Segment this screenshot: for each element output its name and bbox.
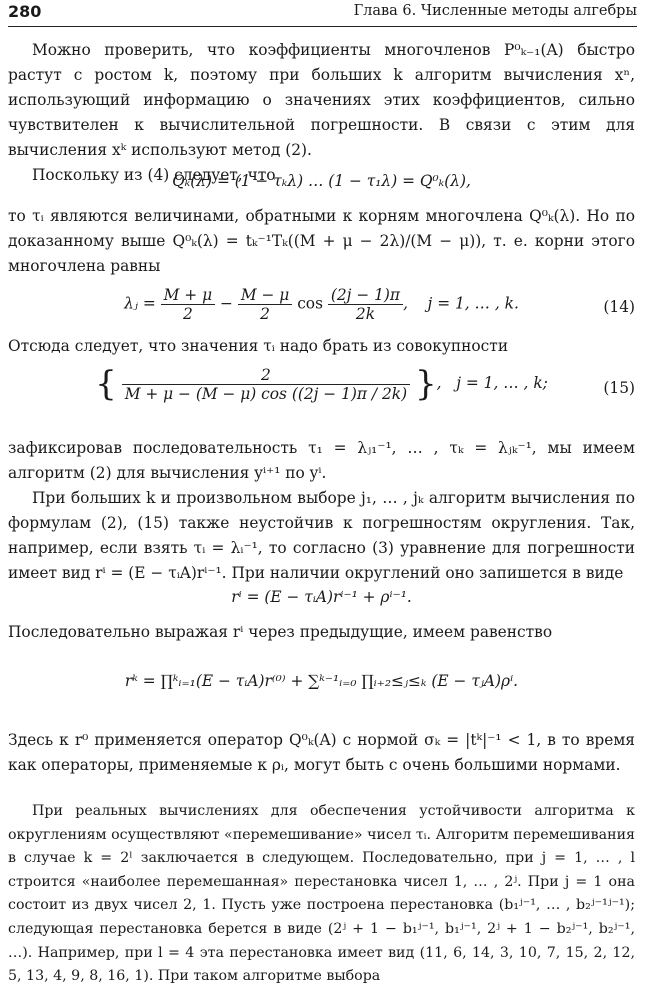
equation-q-text: Qₖ(λ) = (1 − τₖλ) … (1 − τ₁λ) = Q⁰ₖ(λ), bbox=[172, 172, 471, 190]
eq14-fraction-2: $\frac{M - \mu}{2}$ bbox=[238, 286, 292, 323]
equation-15: { $\frac{2}{M + \mu - (M - \mu) \cos ((2j - 1)\pi / 2k)}$ }, j = 1, … , k; (15) bbox=[95, 364, 635, 404]
eq14-range: j = 1, … , k. bbox=[427, 294, 519, 313]
equation-q bbox=[8, 172, 635, 198]
paragraph-5: зафиксировав последовательность τ₁ = λⱼ₁⁻¹, … , τₖ = λⱼₖ⁻¹, мы имеем алгоритм (2) для вычисления yⁱ⁺¹ по yⁱ. bbox=[8, 439, 635, 482]
equation-14-tag: (14) bbox=[603, 298, 635, 316]
eq14-fraction-3: $\frac{(2j - 1)\pi}{2k}$ bbox=[328, 286, 403, 323]
paragraph-1: Можно проверить, что коэффициенты многочленов P⁰ₖ₋₁(A) быстро растут с ростом k, поэтому при больших k алгоритм вычисления xⁿ, использующий информацию о значениях этих коэффициентов, сильно чувствителен к вычислительной погрешности. В связи с этим для вычисления xᵏ используют метод (2). bbox=[8, 41, 635, 159]
chapter-title: Глава 6. Численные методы алгебры bbox=[353, 3, 637, 19]
eq14-fraction-1: $\frac{M + \mu}{2}$ bbox=[161, 286, 215, 323]
paragraph-4: Отсюда следует, что значения τᵢ надо брать из совокупности bbox=[8, 337, 509, 355]
paragraph-6: При больших k и произвольном выборе j₁, … , jₖ алгоритм вычисления по формулам (2), (15) также неустойчив к погрешностям округления. Так, например, если взять τᵢ = λᵢ⁻¹, то согласно (3) уравнение для погрешности имеет вид rⁱ = (E − τᵢA)rⁱ⁻¹. При наличии округлений оно запишется в виде bbox=[8, 489, 635, 582]
equation-r-text: rⁱ = (E − τᵢA)rⁱ⁻¹ + ρⁱ⁻¹. bbox=[231, 588, 412, 606]
paragraph-1-block bbox=[8, 38, 635, 188]
paragraph-2-lead: Поскольку из (4) следует, что bbox=[32, 166, 276, 184]
eq15-fraction: $\frac{2}{M + \mu - (M - \mu) \cos ((2j - 1)\pi / 2k)}$ bbox=[122, 366, 410, 403]
paragraph-5-6-block bbox=[8, 436, 635, 586]
paragraph-3: то τᵢ являются величинами, обратными к корням многочлена Q⁰ₖ(λ). Но по доказанному выше Q⁰ₖ(λ) = tₖ⁻¹Tₖ((M + μ − 2λ)/(M − μ)), т. е. корни этого многочлена равны bbox=[8, 207, 635, 275]
equation-r bbox=[8, 588, 635, 614]
paragraph-9: При реальных вычислениях для обеспечения устойчивости алгоритма к округлениям осуществляют «перемешивание» чисел τᵢ. Алгоритм перемешивания в случае k = 2ˡ заключается в следующем. Последовательно, при j = 1, … , l строится «наиболее перемешанная» перестановка чисел 1, … , 2ʲ. При j = 1 она состоит из двух чисел 2, 1. Пусть уже построена перестановка (b₁ʲ⁻¹, … , b₂ʲ⁻¹ʲ⁻¹); следующая перестановка берется в виде (2ʲ + 1 − b₁ʲ⁻¹, b₁ʲ⁻¹, 2ʲ + 1 − b₂ʲ⁻¹, b₂ʲ⁻¹, …). Например, при l = 4 эта перестановка имеет вид (11, 6, 14, 3, 10, 7, 15, 2, 12, 5, 13, 4, 9, 8, 16, 1). При таком алгоритме выбора bbox=[8, 803, 635, 985]
running-header bbox=[8, 2, 637, 27]
equation-product bbox=[8, 664, 635, 706]
eq15-range: j = 1, … , k; bbox=[456, 374, 548, 392]
paragraph-8: Здесь к r⁰ применяется оператор Q⁰ₖ(A) с нормой σₖ = |tᵏ|⁻¹ < 1, в то время как операторы, применяемые к ρᵢ, могут быть с очень большими нормами. bbox=[8, 731, 635, 774]
page-number: 280 bbox=[8, 2, 42, 21]
equation-product-text: rᵏ = ∏ᵏᵢ₌₁(E − τᵢA)r⁽⁰⁾ + ∑ᵏ⁻¹ᵢ₌₀ ∏ᵢ₊₂≤ⱼ≤ₖ (E − τⱼA)ρⁱ. bbox=[124, 672, 519, 690]
paragraph-7: Последовательно выражая rⁱ через предыдущие, имеем равенство bbox=[8, 623, 553, 641]
remark-block bbox=[8, 800, 635, 989]
equation-15-tag: (15) bbox=[603, 379, 635, 397]
eq14-lhs: λⱼ = bbox=[124, 294, 156, 313]
equation-14: λⱼ = $\frac{M + \mu}{2}$ − $\frac{M - \mu}{2}$ cos $\frac{(2j - 1)\pi}{2k}$ , j = 1, … , k. (14) bbox=[124, 286, 635, 323]
